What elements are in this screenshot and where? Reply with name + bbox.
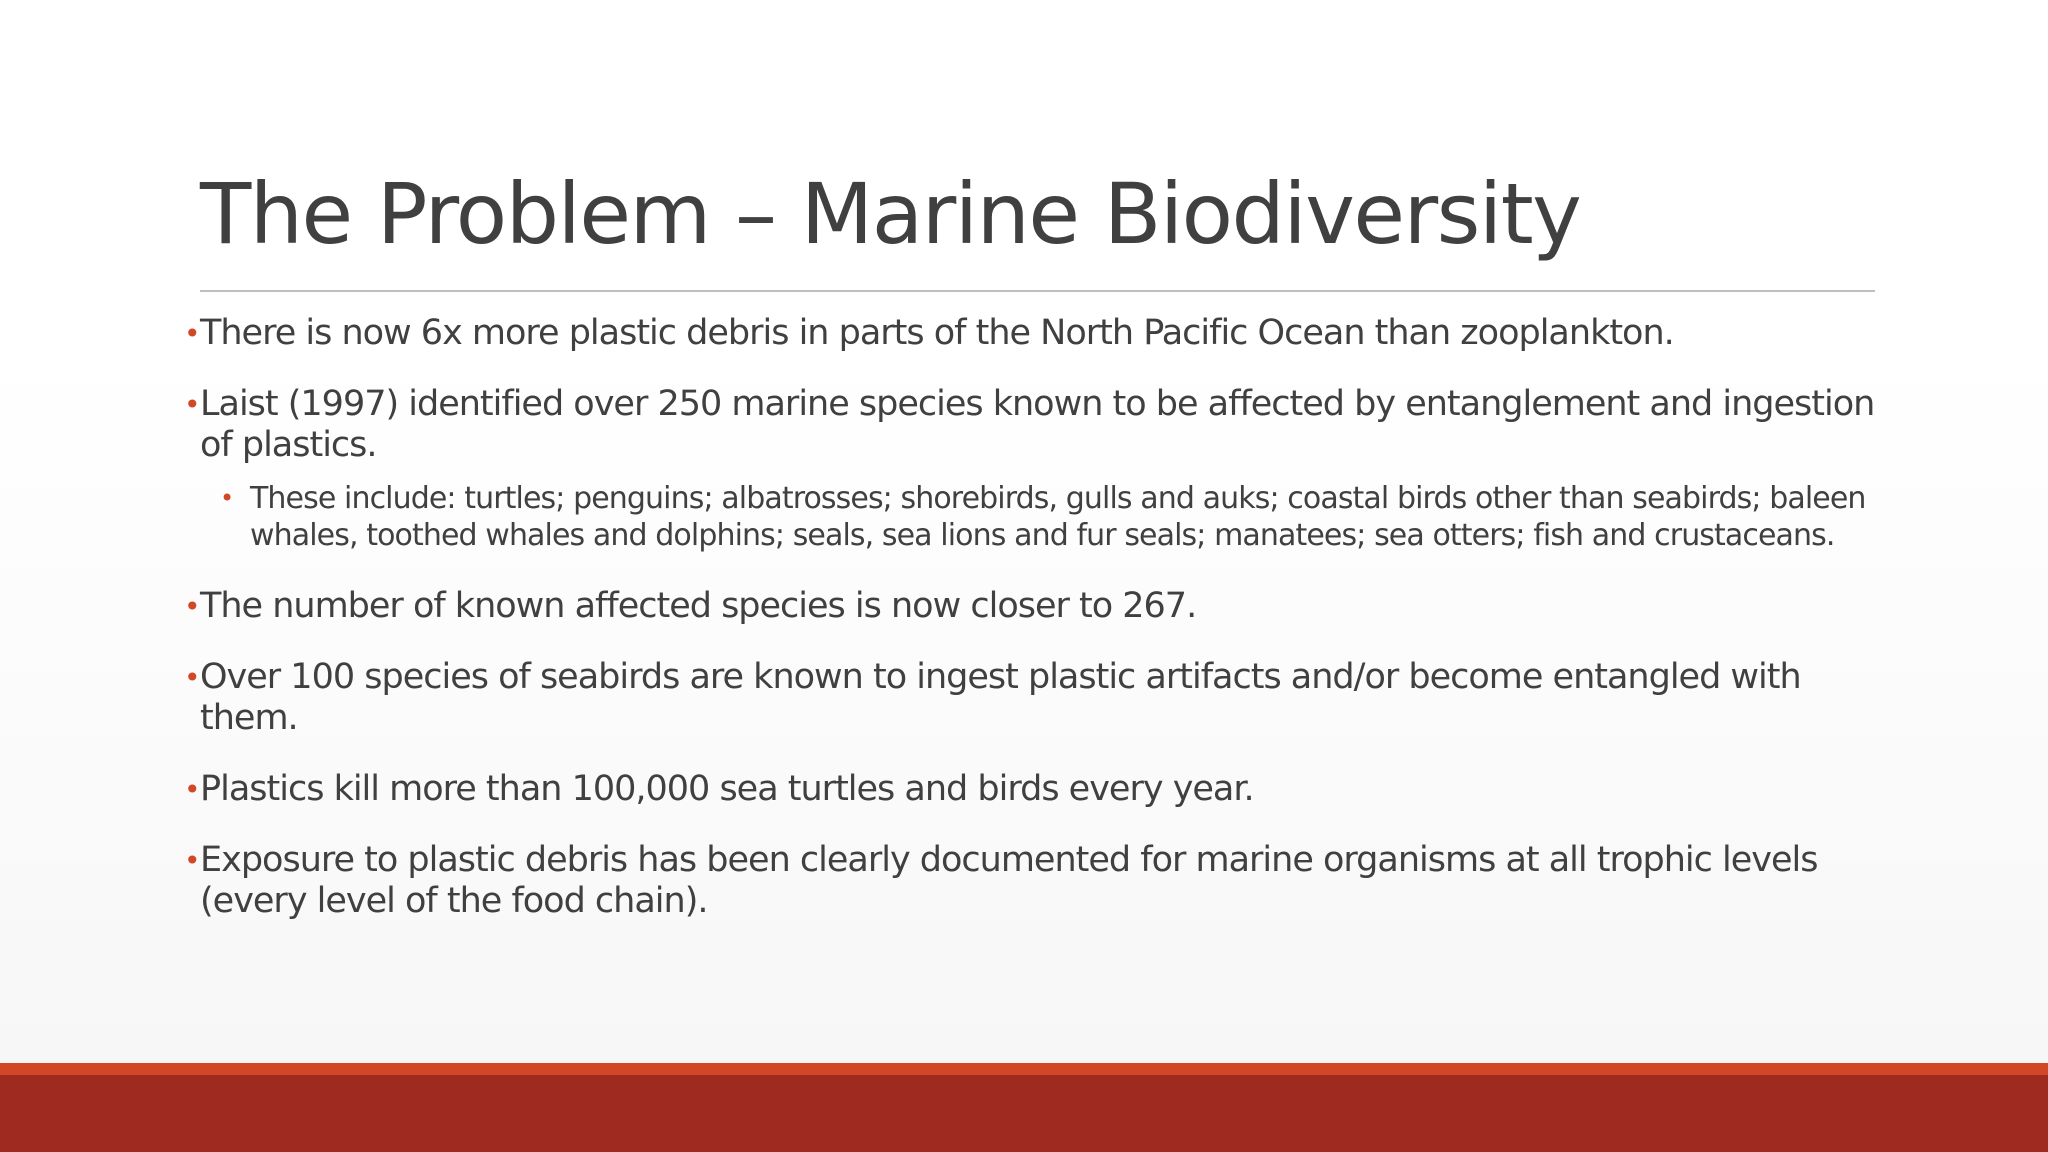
bullet-text: The number of known affected species is now closer to 267.: [200, 586, 1197, 626]
footer-accent-stripe: [0, 1063, 2048, 1075]
bullet-dot-icon: •: [184, 388, 200, 421]
bullet-text: There is now 6x more plastic debris in parts of the North Pacific Ocean than zooplankton.: [200, 313, 1674, 353]
bullet-item: [184, 313, 1884, 354]
bullet-item: [184, 840, 1884, 922]
bullet-item: [184, 384, 1884, 466]
title-divider: [200, 290, 1875, 292]
bullet-text: Exposure to plastic debris has been clearly documented for marine organisms at all trophic levels (every level of the food chain).: [200, 840, 1818, 921]
bullet-dot-icon: •: [184, 590, 200, 623]
bullet-dot-icon: •: [184, 773, 200, 806]
slide-title: The Problem – Marine Biodiversity: [200, 165, 1581, 263]
sub-bullet-text: These include: turtles; penguins; albatrosses; shorebirds, gulls and auks; coastal birds other than seabirds; baleen whales, toothed whales and dolphins; seals, sea lions and fur seals; manatees; sea otters; fish and crustaceans.: [250, 481, 1866, 553]
bullet-item: [184, 657, 1884, 739]
bullet-text: Over 100 species of seabirds are known to ingest plastic artifacts and/or become entangled with them.: [200, 657, 1801, 738]
bullet-item: [184, 586, 1884, 627]
bullet-dot-icon: •: [184, 844, 200, 877]
bullet-dot-icon: •: [184, 661, 200, 694]
footer-band: [0, 1075, 2048, 1152]
sub-bullet-item: [184, 480, 1884, 554]
slide-body: [184, 313, 1884, 952]
bullet-dot-icon: •: [184, 317, 200, 350]
bullet-text: Plastics kill more than 100,000 sea turtles and birds every year.: [200, 769, 1254, 809]
sub-bullet-dot-icon: •: [220, 484, 234, 512]
bullet-text: Laist (1997) identified over 250 marine species known to be affected by entanglement and ingestion of plastics.: [200, 384, 1875, 465]
bullet-item: [184, 769, 1884, 810]
